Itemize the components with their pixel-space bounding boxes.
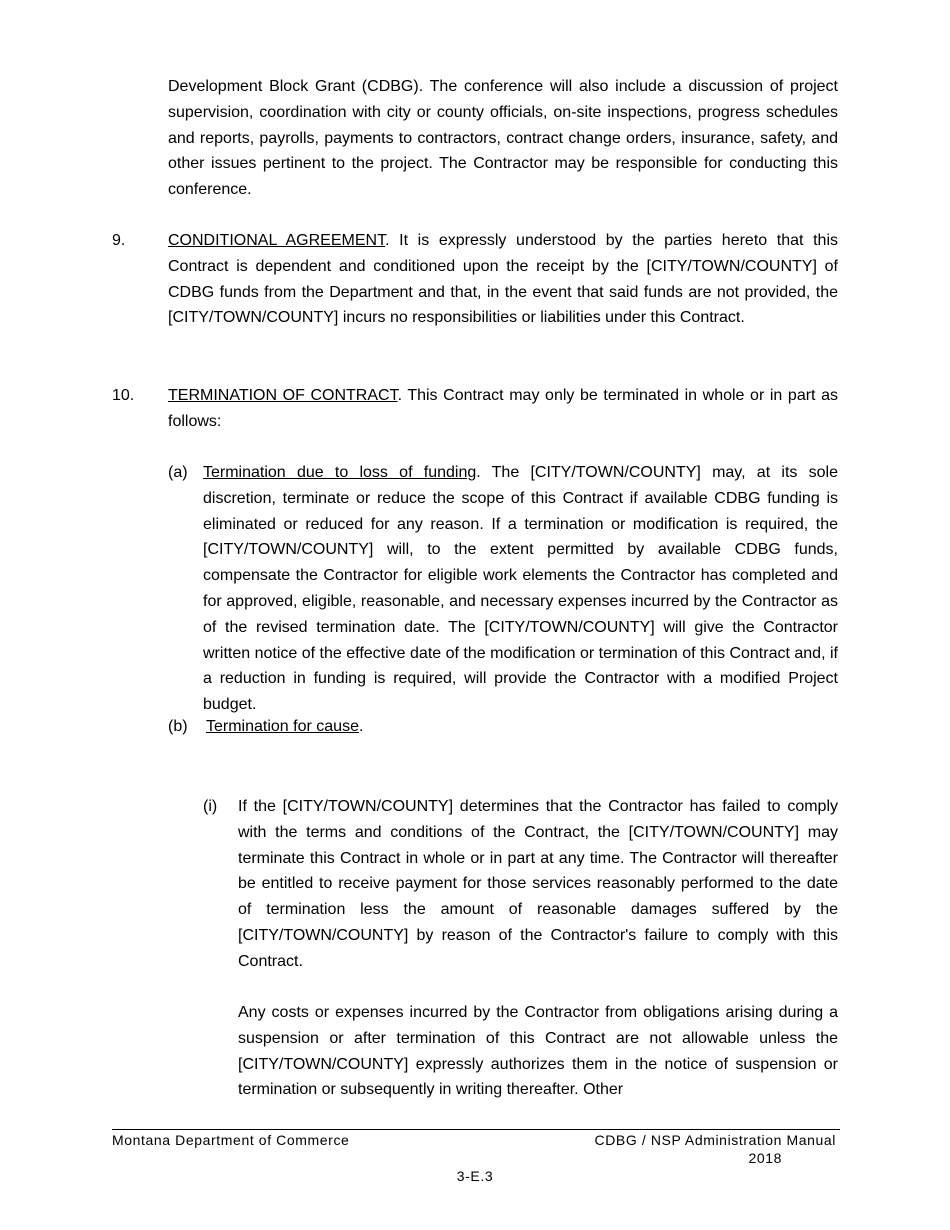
section-10-number: 10.: [112, 387, 135, 404]
page-number: 3-E.3: [456, 1168, 494, 1184]
subsection-a-heading: Termination due to loss of funding: [203, 464, 477, 481]
footer-left: Montana Department of Commerce: [112, 1132, 350, 1148]
item-i-paragraph: If the [CITY/TOWN/COUNTY] determines that the Contractor has failed to comply with the terms and conditions of the Contract, the [CITY/TOWN/COUNTY] may terminate this Contract in whole or in part at any time. The Contractor will thereafter be entitled to receive payment for those services reasonably performed to the date of termination less the amount of reasonable damages suffered by the [CITY/TOWN/COUNTY] by reason of the Contractor's failure to comply with this Contract.: [238, 798, 838, 970]
section-9-text: . It is expressly understood by the parties hereto that this Contract is dependent and conditioned upon the receipt by the [CITY/TOWN/COUNTY] of CDBG funds from the Department and that, in the event that said funds are not provided, the [CITY/TOWN/COUNTY] incurs no responsibilities or liabilities under this Contract.: [168, 232, 838, 327]
subsection-a-text: . The [CITY/TOWN/COUNTY] may, at its sole discretion, terminate or reduce the scope of this Contract if available CDBG funding is eliminated or reduced for any reason. If a termination or modification is required, the [CITY/TOWN/COUNTY] will, to the extent permitted by available CDBG funds, compensate the Contractor for eligible work elements the Contractor has completed and for approved, eligible, reasonable, and necessary expenses incurred by the Contractor as of the revised termination date. The [CITY/TOWN/COUNTY] will give the Contractor written notice of the effective date of the modification or termination of this Contract and, if a reduction in funding is required, will provide the Contractor with a modified Project budget.: [203, 464, 838, 714]
footer-manual-title: CDBG / NSP Administration Manual: [594, 1132, 836, 1148]
section-9-paragraph: [168, 228, 838, 331]
item-i-label: (i): [203, 798, 218, 815]
footer-year: 2018: [748, 1150, 782, 1166]
section-10-text: . This Contract may only be terminated in whole or in part as follows:: [168, 387, 838, 430]
item-i-continuation-paragraph: Any costs or expenses incurred by the Contractor from obligations arising during a suspension or after termination of this Contract are not allowable unless the [CITY/TOWN/COUNTY] expressly authorizes them in the notice of suspension or termination or subsequently in writing thereafter. Other: [238, 1004, 838, 1099]
section-10-paragraph: [168, 383, 838, 435]
section-10-heading: TERMINATION OF CONTRACT: [168, 387, 398, 404]
subsection-b-label: (b): [168, 718, 188, 735]
section-9-heading: CONDITIONAL AGREEMENT: [168, 232, 386, 249]
subsection-b-paragraph: [206, 714, 838, 740]
section-9-number: 9.: [112, 232, 126, 249]
subsection-b-heading: Termination for cause: [206, 718, 359, 735]
subsection-b-text: .: [358, 718, 364, 735]
subsection-a-label: (a): [168, 464, 188, 481]
intro-paragraph: Development Block Grant (CDBG). The conference will also include a discussion of project supervision, coordination with city or county officials, on-site inspections, progress schedules and reports, payrolls, payments to contractors, contract change orders, insurance, safety, and other issues pertinent to the project. The Contractor may be responsible for conducting this conference.: [168, 78, 838, 199]
footer-rule: [112, 1129, 840, 1130]
subsection-a-paragraph: [203, 460, 838, 718]
